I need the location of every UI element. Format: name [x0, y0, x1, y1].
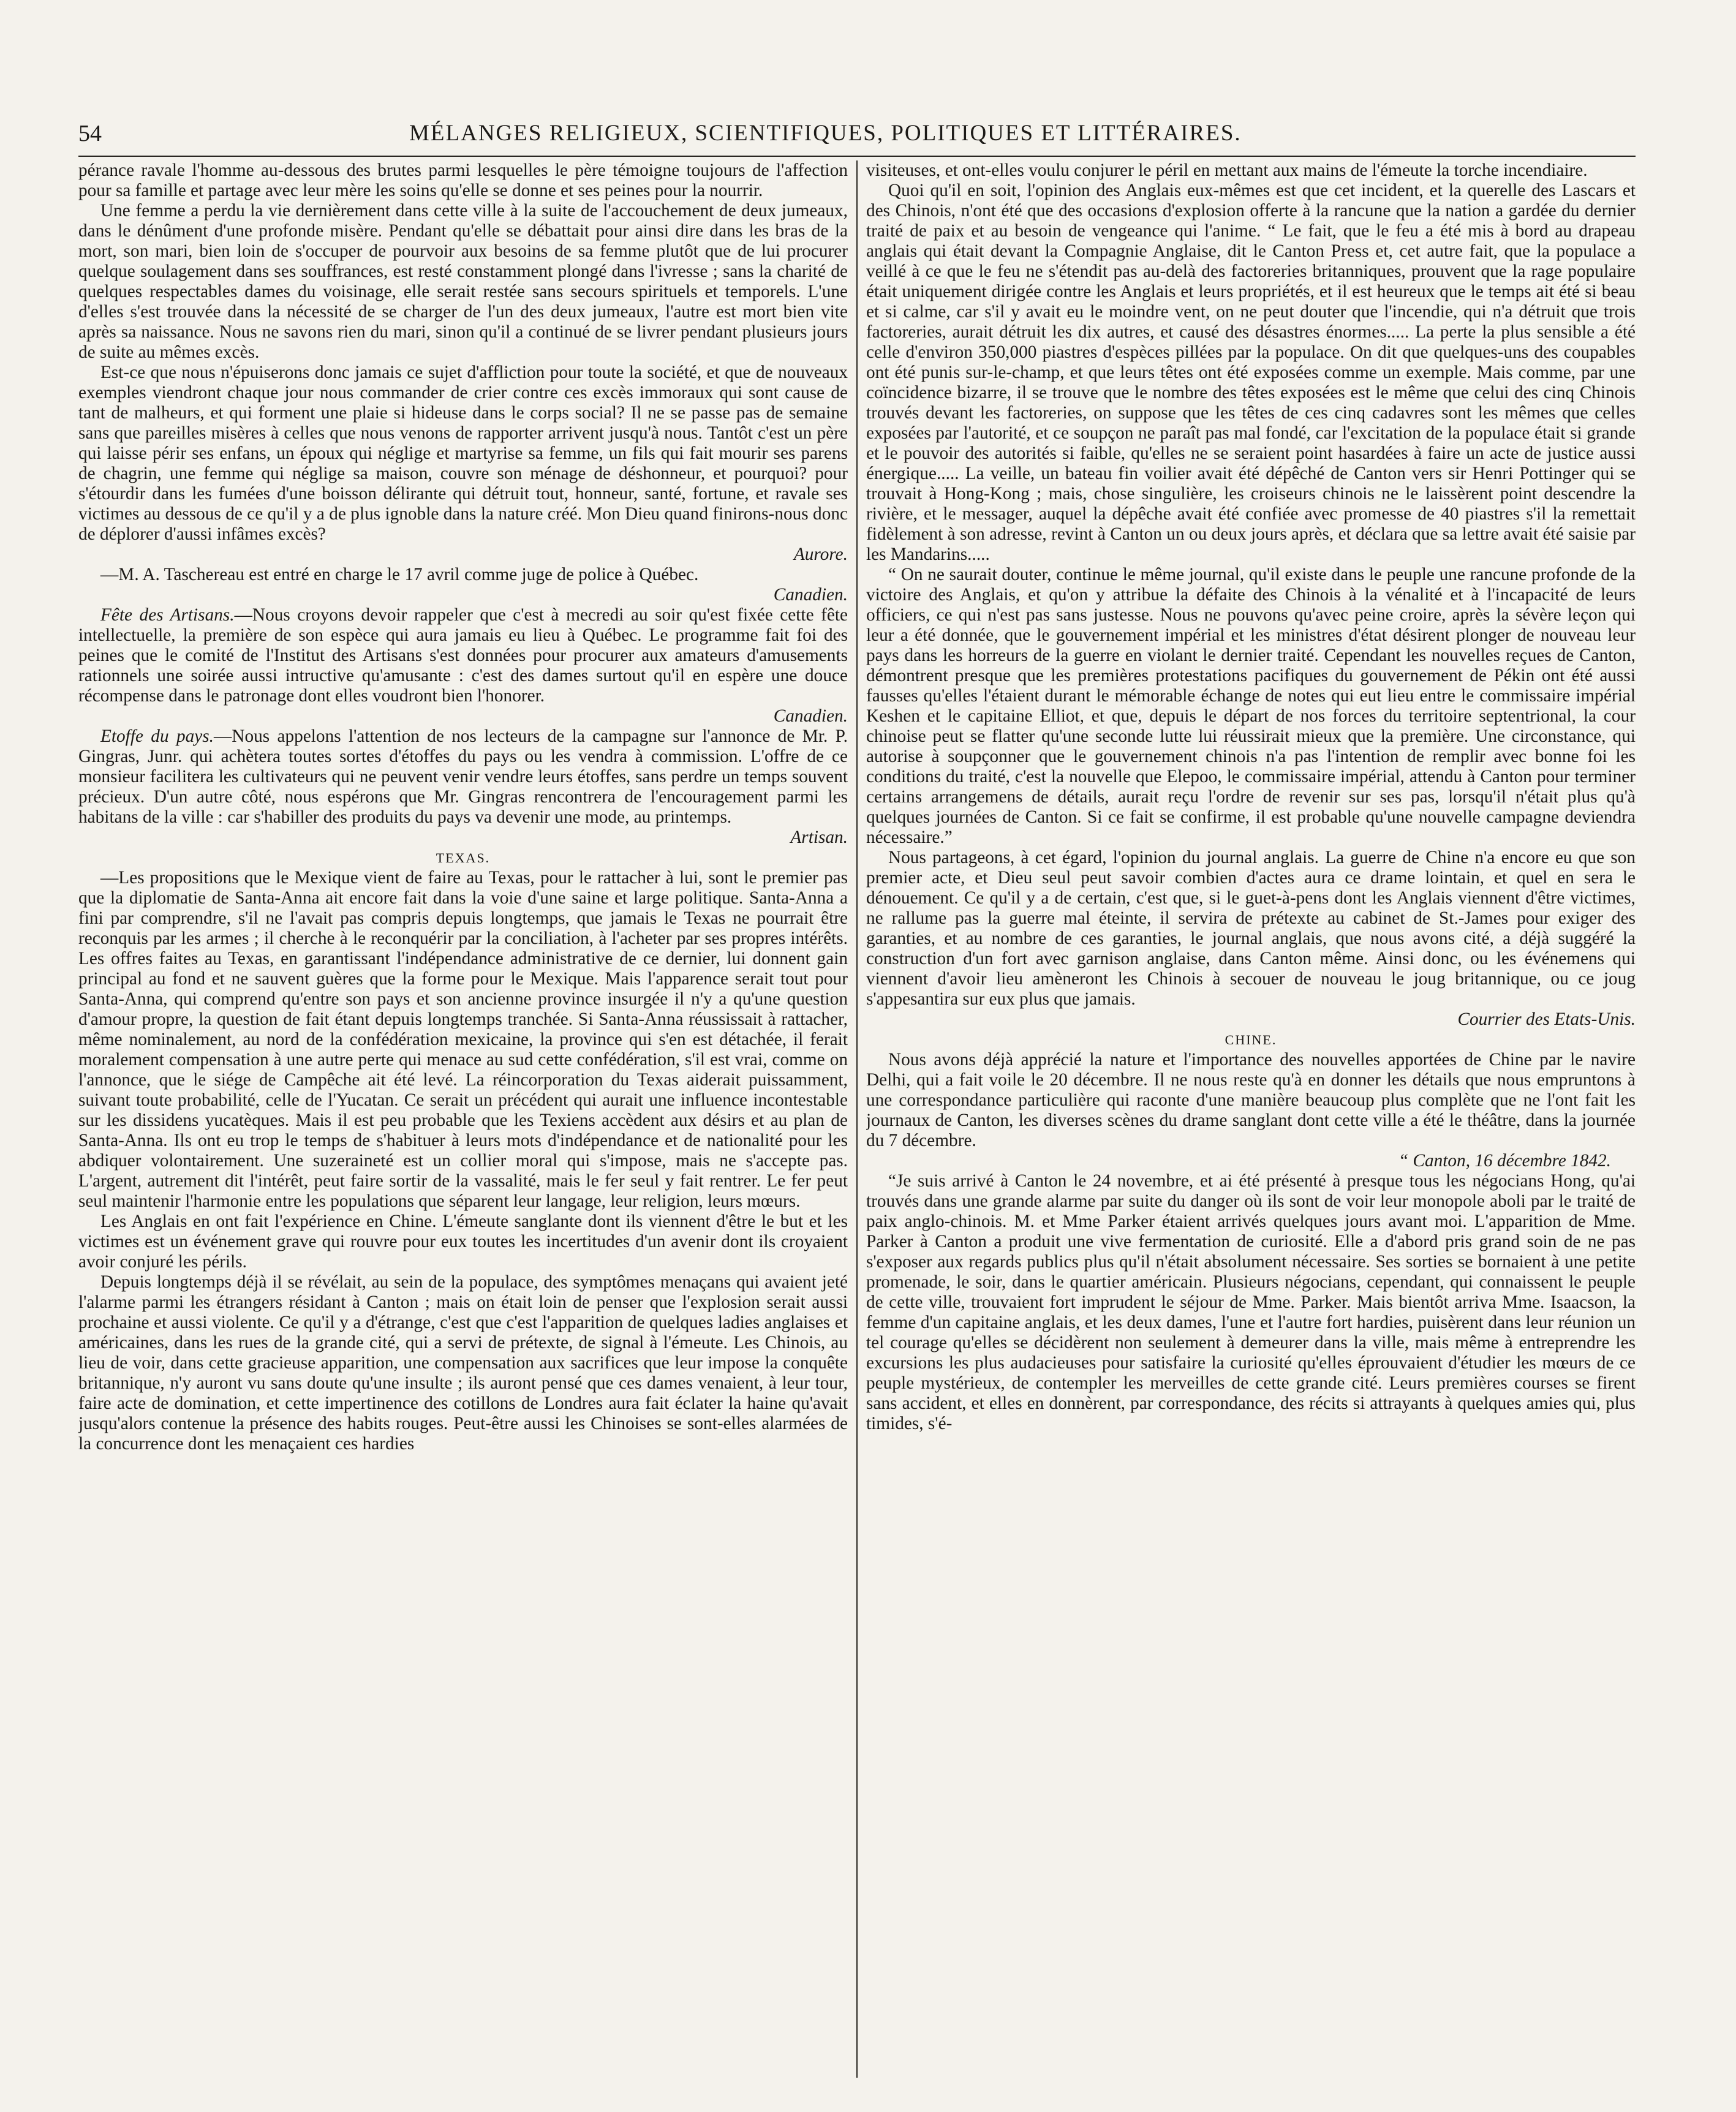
article-paragraph: pérance ravale l'homme au-dessous des brutes parmi lesquelles le père témoigne toujours de l'affection pour sa famille et partage avec leur mère les soins qu'elle se donne et ses peines pour la nourrir.	[78, 160, 848, 200]
article-text: —Nous appelons l'attention de nos lecteurs de la campagne sur l'annonce de Mr. P. Gingras, Junr. qui achètera toutes sortes d'étoffes du pays ou les vendra à commission. L'offre de ce monsieur facilitera les cultivateurs qui ne peuvent venir vendre leurs étoffes, sans perdre un temps souvent précieux. D'un autre côté, nous espérons que Mr. Gingras rencontrera de l'encouragement parmi les habitans de la ville : car s'habiller des produits du pays va devenir une mode, au printemps.	[78, 726, 848, 827]
dateline: “ Canton, 16 décembre 1842.	[1398, 1151, 1611, 1171]
source-credit: Artisan.	[790, 828, 848, 847]
article-paragraph: “ On ne saurait douter, continue le même journal, qu'il existe dans le peuple une rancune profonde de la victoire des Anglais, et qu'on y attribue la défaite des Chinois à la vénalité et à l'incapacité de leurs officiers, ce qui n'est pas sans justesse. Nous ne pouvons qu'avec peine croire, après la sévère leçon qui leur a été donnée, que le gouvernement impérial et les ministres d'état désirent plonger de nouveau leur pays dans les horreurs de la guerre en violant le dernier traité. Cependant les nouvelles reçues de Canton, démontrent presque que les premières protestations pacifiques du gouvernement de Pékin ont été aussi fausses qu'elles l'étaient durant le mémorable échange de notes qui eut lieu entre le commissaire impérial Keshen et le capitaine Elliot, et que, depuis le départ de nos forces du territoire septentrional, la cour chinoise peut se flatter qu'une seconde lutte lui réussirait mieux que la première. Une circonstance, qui autorise à soupçonner que le gouvernement chinois n'a pas l'intention de remplir avec bonne foi les conditions du traité, c'est la nouvelle que Elepoo, le commissaire impérial, attendu à Canton pour terminer certains arrangemens de détails, aurait reçu l'ordre de revenir sur ses pas, lorsqu'il n'était plus qu'à quelques journées de Canton. Si ce fait se confirme, il est probable qu'une nouvelle campagne deviendra nécessaire.”	[866, 565, 1636, 847]
article-paragraph: Une femme a perdu la vie dernièrement dans cette ville à la suite de l'accouchement de deux jumeaux, dans le dénûment d'une profonde misère. Pendant qu'elle se débattait pour ainsi dire dans les bras de la mort, son mari, bien loin de s'occuper de pourvoir aux besoins de sa femme plutôt que de lui procurer quelque soulagement dans ses souffrances, est resté constamment plongé dans l'ivresse ; sans la charité de quelques respectables dames du voisinage, elle serait restée sans secours spirituels et temporels. L'une d'elles s'est trouvée dans la nécessité de se charger de l'un des deux jumeaux, l'autre est mort bien vite après sa naissance. Nous ne savons rien du mari, sinon qu'il a continué de se livrer pendant plusieurs jours de suite au mêmes excès.	[78, 201, 848, 362]
section-heading-texas: TEXAS.	[436, 850, 491, 866]
article-paragraph: —M. A. Taschereau est entré en charge le 17 avril comme juge de police à Québec.	[100, 565, 699, 584]
article-paragraph: Nous avons déjà apprécié la nature et l'importance des nouvelles apportées de Chine par le navire Delhi, qui a fait voile le 20 décembre. Il ne nous reste qu'à en donner les détails que nous empruntons à une correspondance particulière qui raconte d'une manière beaucoup plus complète que ne l'ont fait les journaux de Canton, les diverses scènes du drame sanglant dont cette ville a été le théâtre, dans la journée du 7 décembre.	[866, 1050, 1636, 1150]
article-paragraph	[78, 605, 848, 706]
running-title: MÉLANGES RELIGIEUX, SCIENTIFIQUES, POLITIQUES ET LITTÉRAIRES.	[409, 121, 1242, 146]
source-credit: Canadien.	[773, 706, 848, 726]
column-rule	[856, 160, 858, 2078]
article-paragraph: Quoi qu'il en soit, l'opinion des Anglais eux-mêmes est que cet incident, et la querelle des Lascars et des Chinois, n'ont été que des occasions d'explosion offerte à la rancune que la nation a gardée du dernier traité de paix et au besoin de vengeance qui l'anime. “ Le fait, que le feu a été mis à bord au drapeau anglais qui était devant la Compagnie Anglaise, dit le Canton Press et, cet autre fait, que la populace a veillé à ce que le feu ne s'étendit pas au-delà des factoreries britanniques, prouvent que la rage populaire était uniquement dirigée contre les Anglais et leurs propriétés, et il est heureux que le temps ait été si beau et si calme, car s'il y avait eu le moindre vent, on ne peut douter que l'incendie, qui n'a détruit que trois factoreries, aurait détruit les dix autres, et causé des désastres énormes..... La perte la plus sensible a été celle d'environ 350,000 piastres d'espèces pillées par la populace. On dit que quelques-uns des coupables ont été punis sur-le-champ, et que leurs têtes ont été exposées comme un exemple. Mais comme, par une coïncidence bizarre, il se trouve que le nombre des têtes exposées est le même que celui des cinq Chinois trouvés devant les factoreries, on suppose que les têtes de ces cinq cadavres sont les mêmes que celles exposées par l'autorité, et ce soupçon ne paraît pas mal fondé, car l'excitation de la populace était si grande et le pouvoir des autorités si faible, qu'elles ne se seraient point hasardées à faire un acte de justice aussi énergique..... La veille, un bateau fin voilier avait été dépêché de Canton vers sir Henri Pottinger qui se trouvait à Hong-Kong ; mais, chose singulière, les croiseurs chinois ne le laissèrent point descendre la rivière, et le messager, auquel la dépêche avait été confiée avec promesse de 40 piastres s'il la remettait fidèlement à son adresse, revint à Canton un ou deux jours après, et déclara que sa lettre avait été saisie par les Mandarins.....	[866, 181, 1636, 564]
right-column	[866, 160, 1636, 2078]
section-heading-chine: CHINE.	[1225, 1032, 1277, 1047]
article-paragraph: “Je suis arrivé à Canton le 24 novembre, et ai été présenté à presque tous les négocians Hong, qu'ai trouvés dans une grande alarme par suite du danger où ils sont de voir leur monopole aboli par le traité de paix anglo-chinois. M. et Mme Parker étaient arrivés quelques jours avant moi. L'apparition de Mme. Parker à Canton a produit une vive fermentation de curiosité. Elle a d'abord pris grand soin de ne pas s'exposer aux regards publics plus qu'il n'était absolument nécessaire. Ses sorties se bornaient à une petite promenade, le soir, dans le quartier américain. Plusieurs négocians, cependant, qui connaissent le peuple de cette ville, trouvaient fort imprudent le séjour de Mme. Parker. Mais bientôt arriva Mme. Isaacson, la femme d'un capitaine anglais, et les deux dames, l'une et l'autre fort hardies, puisèrent dans leur réunion un tel courage qu'elles se décidèrent non seulement à demeurer dans la ville, mais même à entreprendre les excursions les plus audacieuses pour satisfaire la curiosité qu'elles éprouvaient d'étudier les mœurs de ce peuple mystérieux, de contempler les merveilles de cette grande cité. Leurs premières courses se firent sans accident, et elles en donnèrent, par correspondance, des récits si attrayants à quelques amies qui, plus timides, s'é-	[866, 1171, 1636, 1433]
article-paragraph: —Les propositions que le Mexique vient de faire au Texas, pour le rattacher à lui, sont le premier pas que la diplomatie de Santa-Anna ait encore fait dans la voie d'une saine et large politique. Santa-Anna a fini par comprendre, s'il ne l'avait pas compris depuis longtemps, que jamais le Texas ne pourrait être reconquis par les armes ; il cherche à le reconquérir par la conciliation, à l'acheter par ses propres intérêts. Les offres faites au Texas, en garantissant l'indépendance administrative de ce dernier, lui donnent gain principal au fond et ne sauvent guères que la forme pour le Mexique. Mais l'apparence serait tout pour Santa-Anna, qui comprend qu'entre son pays et son ancienne province insurgée il n'y a qu'une question d'amour propre, la question de fait étant depuis longtemps tranchée. Si Santa-Anna réussissait à rattacher, même nominalement, au nord de la confédération mexicaine, la province qui s'en est détachée, il ferait moralement compensation à une autre perte qui menace au sud cette confédération, s'il est vrai, comme on l'annonce, que le siége de Campêche ait été levé. La réincorporation du Texas aiderait puissamment, suivant toute probabilité, celle de l'Yucatan. Ce serait un précédent qui aurait une influence incontestable sur les dissidens yucatèques. Mais il est peu probable que les Texiens accèdent aux désirs et au plan de Santa-Anna. Ils ont eu trop le temps de s'habituer à leurs mots d'indépendance et de nationalité pour les abdiquer volontairement. Une suzeraineté est un collier moral qui s'impose, mais ne s'accepte pas. L'argent, autrement dit l'intérêt, peut faire sortir de la vassalité, mais le fer seul y fait rentrer. Le fer peut seul maintenir l'harmonie entre les populations que séparent leur langage, leur religion, leurs mœurs.	[78, 868, 848, 1211]
source-credit: Canadien.	[773, 585, 848, 605]
source-credit: Courrier des Etats-Unis.	[1457, 1009, 1636, 1029]
page-number: 54	[78, 121, 102, 146]
article-text: —Nous croyons devoir rappeler que c'est à mecredi au soir qu'est fixée cette fête intellectuelle, la première de son espèce qui aura jamais eu lieu à Québec. Le programme fait foi des peines que le comité de l'Institut des Artisans s'est données pour procurer aux amateurs d'amusements rationnels une soirée aussi intructive qu'amusante : c'est des dames surtout qu'il en espère une douce récompense dans le patronage dont elles voudront bien l'honorer.	[78, 605, 848, 706]
two-column-body	[78, 160, 1636, 2078]
article-title: Etoffe du pays.	[100, 726, 214, 746]
article-paragraph: Les Anglais en ont fait l'expérience en Chine. L'émeute sanglante dont ils viennent d'être le but et les victimes est un événement grave qui rouvre pour eux toutes les incertitudes d'un avenir dont ils croyaient avoir conjuré les périls.	[78, 1212, 848, 1272]
article-paragraph: Depuis longtemps déjà il se révélait, au sein de la populace, des symptômes menaçans qui avaient jeté l'alarme parmi les étrangers résidant à Canton ; mais on était loin de penser que l'explosion serait aussi prochaine et aussi violente. Ce qu'il y a d'étrange, c'est que c'est l'apparition de quelques ladies anglaises et américaines, dans les rues de la grande cité, qui a servi de prétexte, de signal à l'émeute. Les Chinois, au lieu de voir, dans cette gracieuse apparition, une compensation aux sacrifices que leur impose la conquête britannique, n'y auront vu sans doute qu'une insulte ; ils auront pensé que ces dames venaient, à leur tour, faire acte de domination, et cette impertinence des cotillons de Londres aura fait éclater la haine qu'avait jusqu'alors contenue la présence des habits rouges. Peut-être aussi les Chinoises se sont-elles alarmées de la concurrence dont les menaçaient ces hardies	[78, 1272, 848, 1454]
left-column	[78, 160, 848, 2078]
source-credit: Aurore.	[793, 545, 848, 564]
header-rule	[78, 156, 1636, 157]
article-paragraph: Est-ce que nous n'épuiserons donc jamais ce sujet d'affliction pour toute la société, et que de nouveaux exemples viendront chaque jour nous commander de crier contre ces excès immoraux qui sont cause de tant de malheurs, et qui forment une plaie si hideuse dans le corps social? Il ne se passe pas de semaine sans que pareilles misères à celles que nous venons de rapporter arrivent jusqu'à nous. Tantôt c'est un père qui laisse périr ses enfans, un époux qui néglige et martyrise sa femme, un fils qui fait mourir ses parens de chagrin, une femme qui néglige sa maison, couvre son ménage de déshonneur, et pourquoi? pour s'étourdir dans les fumées d'une boisson délirante qui détruit tout, honneur, santé, fortune, et ravale ses victimes au dessous de ce qu'il y a de plus ignoble dans la nature créé. Mon Dieu quand finirons-nous donc de déplorer d'aussi infâmes excès?	[78, 363, 848, 544]
article-paragraph: Nous partageons, à cet égard, l'opinion du journal anglais. La guerre de Chine n'a encore eu que son premier acte, et Dieu seul peut savoir combien d'actes aura ce drame lointain, et quel en sera le dénouement. Ce qu'il y a de certain, c'est que, si le guet-à-pens dont les Anglais viennent d'être victimes, ne rallume pas la guerre mal éteinte, il servira de prétexte au cabinet de St.-James pour exiger des garanties, et au nombre de ces garanties, le journal anglais, que nous avons cité, a déjà suggéré la construction d'un fort avec garnison anglaise, dans Canton même. Ainsi donc, ou les événemens qui viennent d'avoir lieu amèneront les Chinois à secouer de nouveau le joug britannique, ou ce joug s'appesantira sur eux plus que jamais.	[866, 848, 1636, 1009]
page-header	[78, 120, 1636, 160]
article-paragraph: visiteuses, et ont-elles voulu conjurer le péril en mettant aux mains de l'émeute la torche incendiaire.	[866, 160, 1588, 180]
article-title: Fête des Artisans.	[100, 605, 235, 625]
article-paragraph	[78, 726, 848, 828]
